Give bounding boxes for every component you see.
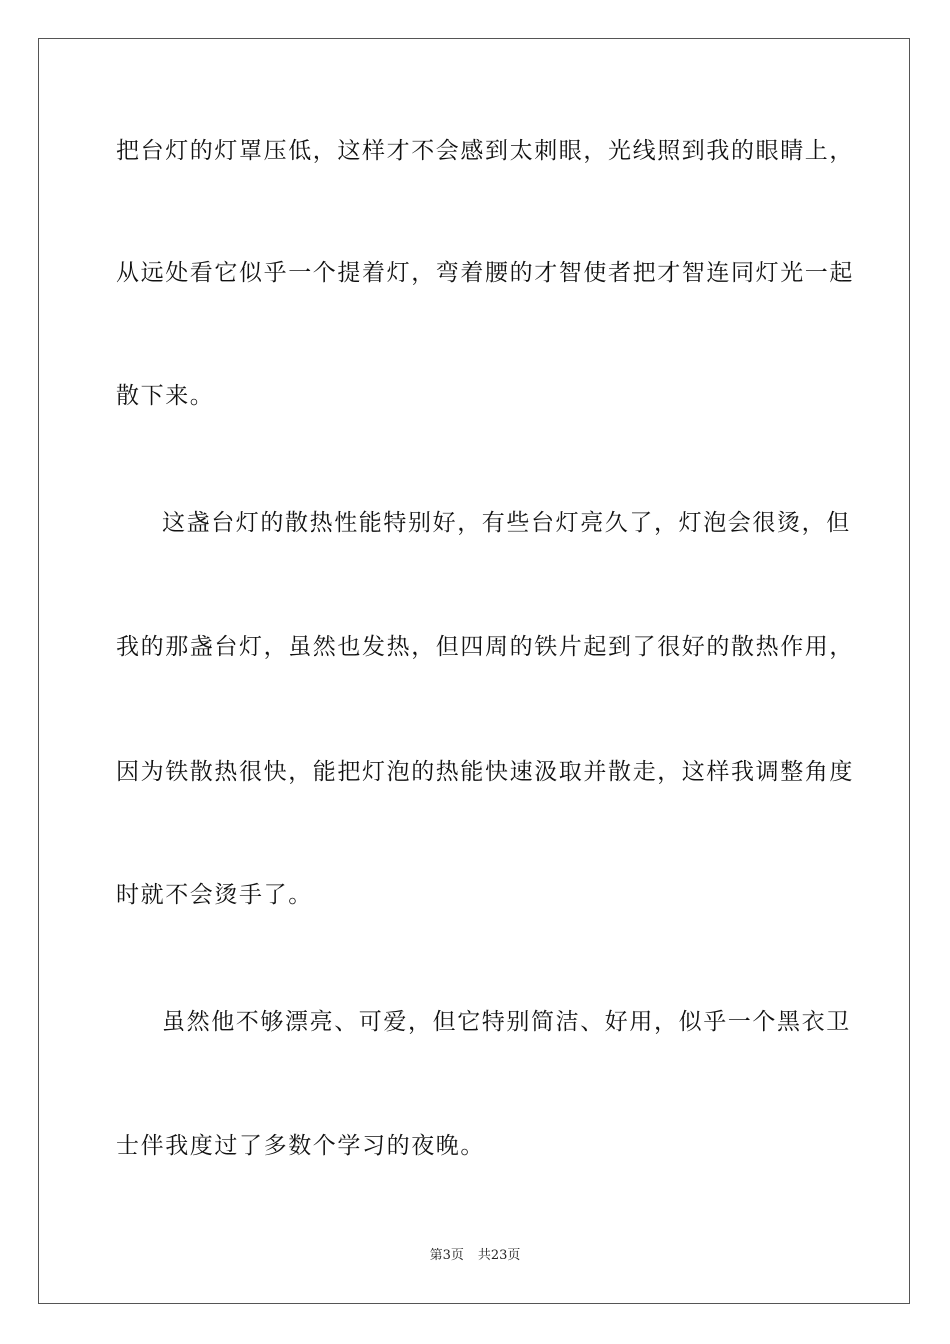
body-text-line-9: 士伴我度过了多数个学习的夜晚。 [116, 1133, 485, 1159]
body-text-line-8: 虽然他不够漂亮、可爱，但它特别简洁、好用，似乎一个黑衣卫 [162, 1009, 851, 1035]
page-footer [0, 1247, 950, 1265]
body-text-line-1: 把台灯的灯罩压低，这样才不会感到太刺眼，光线照到我的眼睛上， [116, 138, 854, 164]
body-text-line-7: 时就不会烫手了。 [116, 882, 313, 908]
page-total: 共23页 [477, 1248, 521, 1263]
body-text-line-2: 从远处看它似乎一个提着灯，弯着腰的才智使者把才智连同灯光一起 [116, 260, 854, 286]
page-number: 第3页 [429, 1248, 464, 1263]
body-text-line-3: 散下来。 [116, 383, 215, 409]
body-text-line-4: 这盏台灯的散热性能特别好，有些台灯亮久了，灯泡会很烫，但 [162, 510, 851, 536]
body-text-line-6: 因为铁散热很快，能把灯泡的热能快速汲取并散走，这样我调整角度 [116, 759, 854, 785]
page-border [38, 38, 910, 1304]
body-text-line-5: 我的那盏台灯，虽然也发热，但四周的铁片起到了很好的散热作用， [116, 634, 854, 660]
